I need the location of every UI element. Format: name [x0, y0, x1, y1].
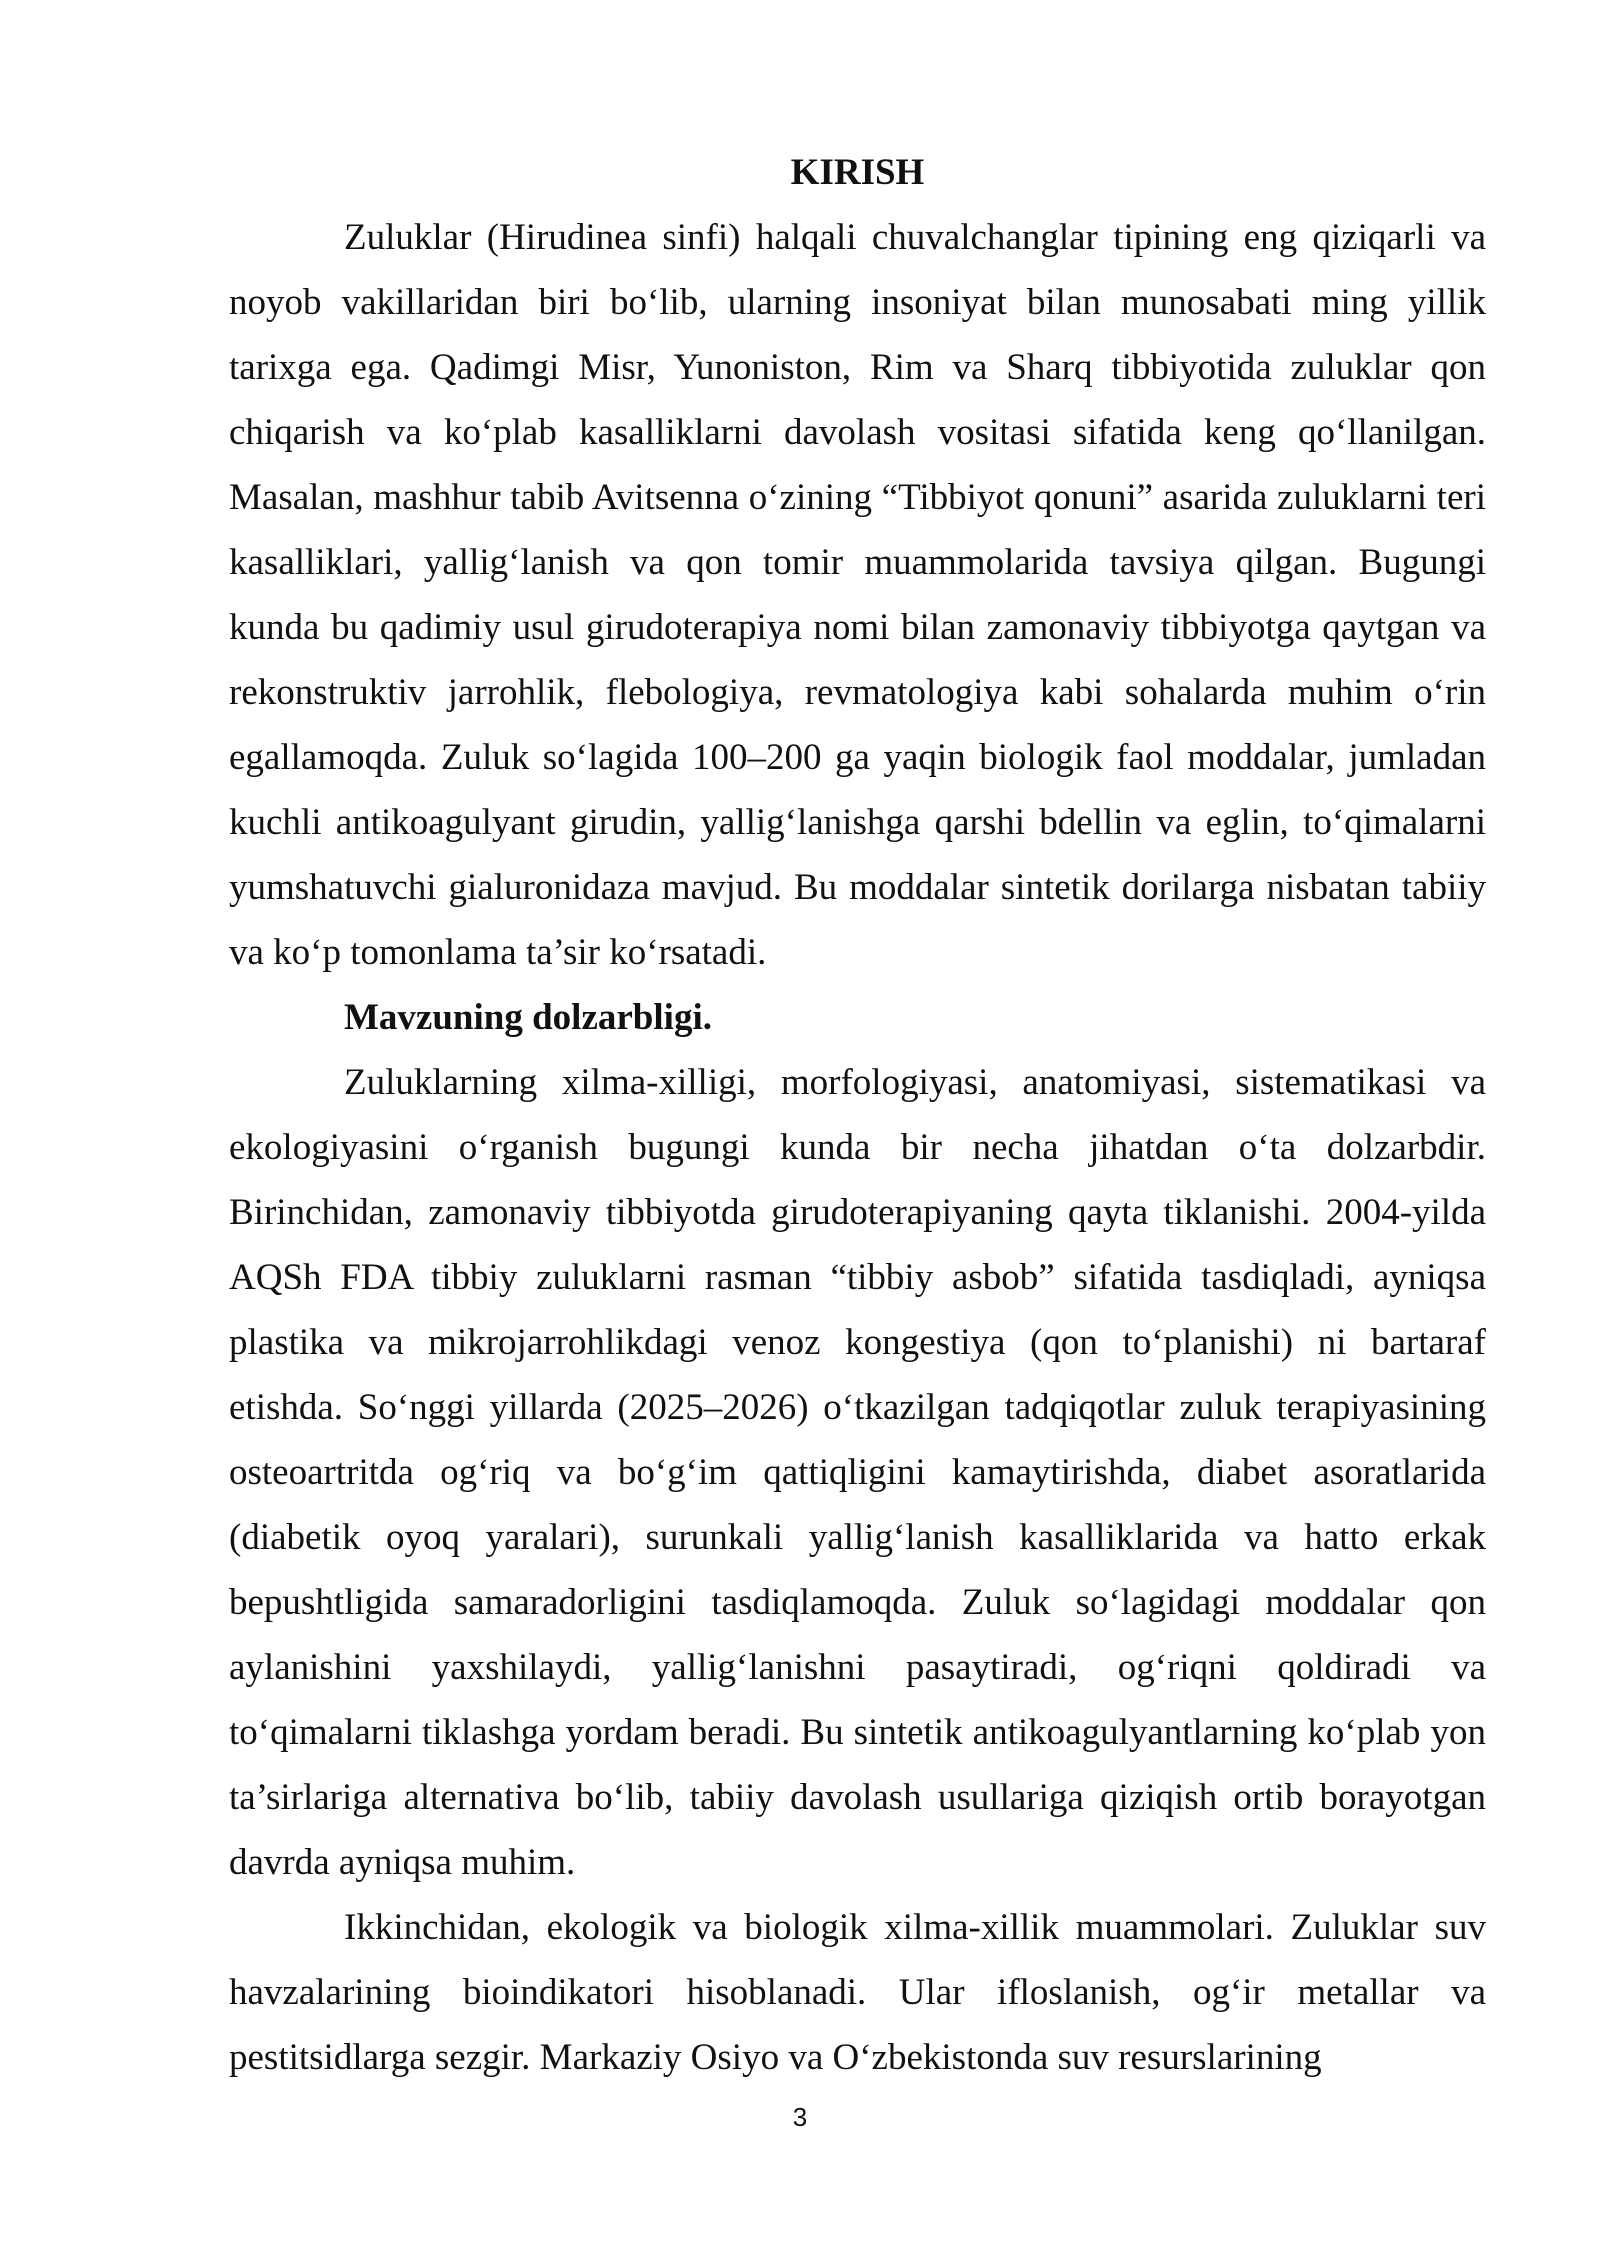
paragraph: Zuluklarning xilma-xilligi, morfologiyasi, anatomiyasi, sistematikasi va ekologiyasini o‘rganish bugungi kunda bir necha jihatdan o‘ta dolzarbdir. Birinchidan, zamonaviy tibbiyotda girudoterapiyaning qayta tiklanishi. 2004-yilda AQSh FDA tibbiy zuluklarni rasman “tibbiy asbob” sifatida tasdiqladi, ayniqsa plastika va mikrojarrohlikdagi venoz kongestiya (qon to‘planishi) ni bartaraf etishda. So‘nggi yillarda (2025–2026) o‘tkazilgan tadqiqotlar zuluk terapiyasining osteoartritda og‘riq va bo‘g‘im qattiqligini kamaytirishda, diabet asoratlarida (diabetik oyoq yaralari), surunkali yallig‘lanish kasalliklarida va hatto erkak bepushtligida samaradorligini tasdiqlamoqda. Zuluk so‘lagidagi moddalar qon aylanishini yaxshilaydi, yallig‘lanishni pasaytiradi, og‘riqni qoldiradi va to‘qimalarni tiklashga yordam beradi. Bu sintetik antikoagulyantlarning ko‘plab yon ta’sirlariga alternativa bo‘lib, tabiiy davolash usullariga qiziqish ortib borayotgan davrda ayniqsa muhim. [229, 1062, 1486, 1883]
page-number: 3 [792, 2102, 808, 2132]
paragraph: Ikkinchidan, ekologik va biologik xilma-xillik muammolari. Zuluklar suv havzalarining bioindikatori hisoblanadi. Ular ifloslanish, og‘ir metallar va pestitsidlarga sezgir. Markaziy Osiyo va O‘zbekistonda suv resurslarining [229, 1907, 1486, 2078]
page-content [229, 140, 1486, 2090]
section-heading: Mavzuning dolzarbligi. [344, 997, 712, 1038]
page-title: KIRISH [790, 152, 925, 193]
paragraph: Zuluklar (Hirudinea sinfi) halqali chuvalchanglar tipining eng qiziqarli va noyob vakillaridan biri bo‘lib, ularning insoniyat bilan munosabati ming yillik tarixga ega. Qadimgi Misr, Yunoniston, Rim va Sharq tibbiyotida zuluklar qon chiqarish va ko‘plab kasalliklarni davolash vositasi sifatida keng qo‘llanilgan. Masalan, mashhur tabib Avitsenna o‘zining “Tibbiyot qonuni” asarida zuluklarni teri kasalliklari, yallig‘lanish va qon tomir muammolarida tavsiya qilgan. Bugungi kunda bu qadimiy usul girudoterapiya nomi bilan zamonaviy tibbiyotga qaytgan va rekonstruktiv jarrohlik, flebologiya, revmatologiya kabi sohalarda muhim o‘rin egallamoqda. Zuluk so‘lagida 100–200 ga yaqin biologik faol moddalar, jumladan kuchli antikoagulyant girudin, yallig‘lanishga qarshi bdellin va eglin, to‘qimalarni yumshatuvchi gialuronidaza mavjud. Bu moddalar sintetik dorilarga nisbatan tabiiy va ko‘p tomonlama ta’sir ko‘rsatadi. [229, 217, 1486, 973]
